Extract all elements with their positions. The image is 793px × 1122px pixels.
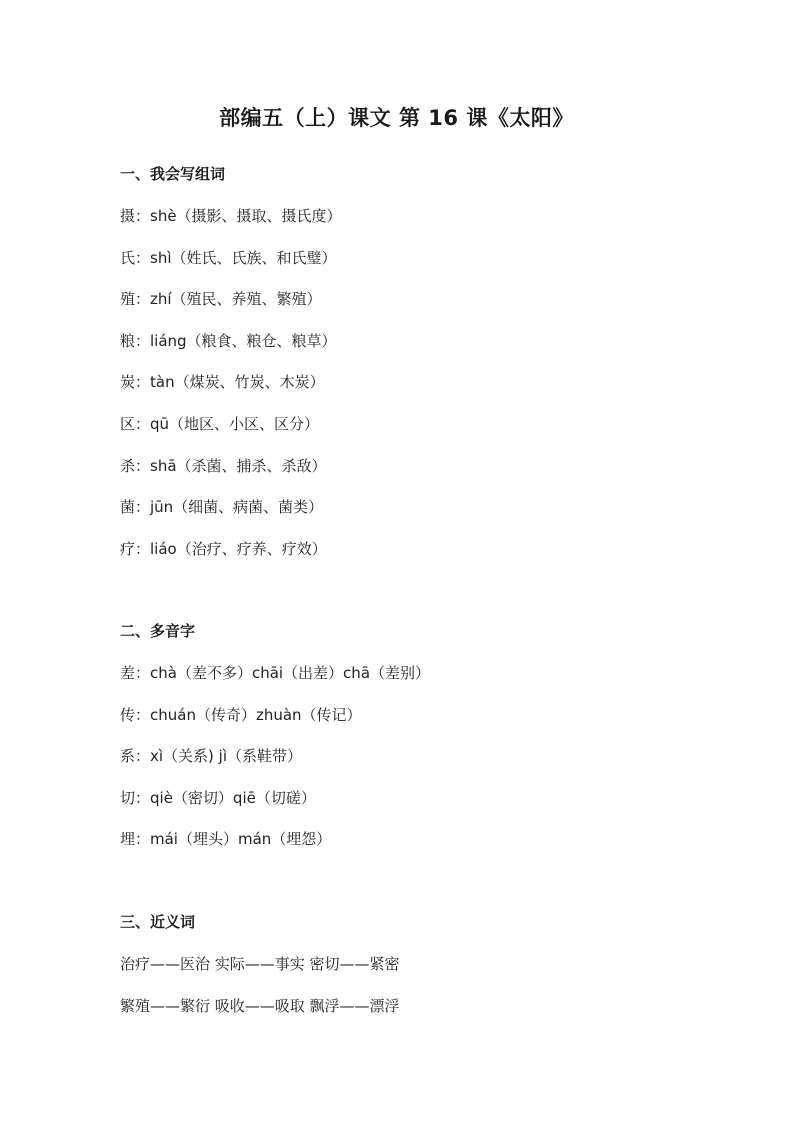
section-heading: 二、多音字: [120, 622, 196, 640]
word-entry: 摄：shè（摄影、摄取、摄氏度）: [120, 207, 342, 225]
synonym-line: 繁殖——繁衍 吸收——吸取 飘浮——漂浮: [120, 996, 400, 1015]
polyphone-entry: 差：chà（差不多）chāi（出差）chā（差别）: [120, 664, 431, 682]
word-entry: 疗：liáo（治疗、疗养、疗效）: [120, 539, 327, 558]
word-entry: 氏：shì（姓氏、氏族、和氏璧）: [120, 248, 337, 267]
polyphone-entry: 埋：mái（埋头）mán（埋怨）: [120, 830, 332, 849]
word-entry: 炭：tàn（煤炭、竹炭、木炭）: [120, 373, 325, 392]
polyphone-entry: 切：qiè（密切）qiē（切磋）: [120, 788, 316, 807]
word-entry: 殖：zhí（殖民、养殖、繁殖）: [120, 290, 322, 309]
polyphone-entry: 系：xì（关系) jì（系鞋带）: [120, 747, 303, 766]
page-title: 部编五（上）课文 第 16 课《太阳》: [219, 106, 574, 130]
section-write-words: [120, 160, 720, 576]
word-entry: 粮：liáng（粮食、粮仓、粮草）: [120, 331, 337, 350]
word-entry: 菌：jūn（细菌、病菌、菌类）: [120, 498, 324, 517]
section-heading: 一、我会写组词: [120, 165, 226, 183]
section-polyphones: [120, 617, 720, 867]
word-entry: 杀：shā（杀菌、捕杀、杀敌）: [120, 456, 327, 475]
synonym-line: 治疗——医治 实际——事实 密切——紧密: [120, 955, 400, 973]
word-entry: 区：qū（地区、小区、区分）: [120, 414, 320, 433]
section-heading: 三、近义词: [120, 913, 196, 931]
polyphone-entry: 传：chuán（传奇）zhuàn（传记）: [120, 705, 362, 724]
section-synonyms: [120, 908, 720, 1033]
